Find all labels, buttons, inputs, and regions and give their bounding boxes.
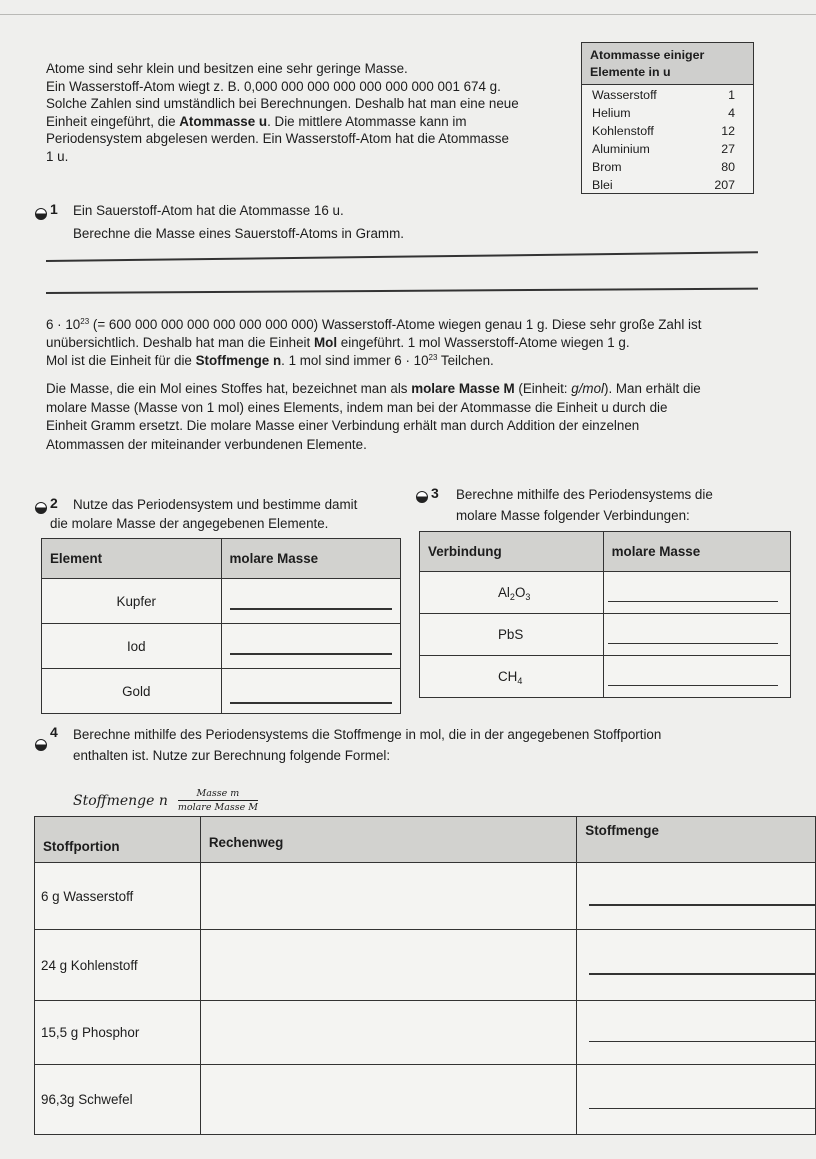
molar-mass-answer-cell[interactable] <box>603 614 790 656</box>
atom-mass-value: 4 <box>728 106 735 120</box>
element-cell: Gold <box>42 669 222 714</box>
compound-cell: PbS <box>420 614 604 656</box>
atom-mass-value: 12 <box>721 124 735 138</box>
atom-element-name: Brom <box>592 160 622 174</box>
atom-mass-table-header: Atommasse einiger Elemente in u <box>582 43 753 85</box>
table-row <box>42 579 401 624</box>
task-1-answer-line-1[interactable] <box>46 251 758 261</box>
column-header-portion: Stoffportion <box>35 817 201 863</box>
task-2-text-line-2: die molare Masse der angegebenen Elemente. <box>50 516 329 531</box>
task-4-text: Berechne mithilfe des Periodensystems die Stoffmenge in mol, die in der angegebenen Stoffportion enthalten ist. Nutze zur Berechnung folgende Formel: <box>73 727 662 763</box>
atom-mass-table <box>581 42 754 194</box>
task-2-table <box>41 538 401 714</box>
molar-mass-paragraph: Die Masse, die ein Mol eines Stoffes hat, bezeichnet man als molare Masse M (Einheit: g/mol). Man erhält die molare Masse (Masse von 1 mol) eines Elements, indem man bei der Atommasse die Einheit u durch die Einheit Gramm ersetzt. Die molare Masse einer Verbindung erhält man durch Addition der einzelnen Atommassen der miteinander verbundenen Elemente. <box>46 381 701 452</box>
molar-mass-answer-cell[interactable] <box>221 624 400 669</box>
atom-element-name: Blei <box>592 178 613 192</box>
atom-element-name: Kohlenstoff <box>592 124 654 138</box>
column-header-element: Element <box>42 539 222 579</box>
calculation-cell[interactable] <box>200 1001 576 1065</box>
atom-mass-value: 207 <box>714 178 735 192</box>
formula-fraction <box>178 788 258 813</box>
atom-element-name: Helium <box>592 106 631 120</box>
intro-line: Einheit eingeführt, die Atommasse u. Die mittlere Atommasse kann im <box>46 113 467 129</box>
task-1-number: 1 <box>50 201 58 217</box>
amount-answer-cell[interactable] <box>577 1001 816 1065</box>
intro-line: Ein Wasserstoff-Atom wiegt z. B. 0,000 000 000 000 000 000 000 001 674 g. <box>46 78 501 94</box>
task-2-text: Nutze das Periodensystem und bestimme damit <box>73 497 358 512</box>
table-row <box>35 863 816 930</box>
atom-mass-row <box>582 158 753 176</box>
top-rule <box>0 14 816 15</box>
compound-cell: $Al_2O_3$ <box>420 572 604 614</box>
mol-paragraph: $6 \cdot 10^{23}$ (= 600 000 000 000 000 000 000 000) Wasserstoff-Atome wiegen genau 1 g. Diese sehr große Zahl ist unübersichtlich. Deshalb hat man die Einheit Mol eingeführt. 1 mol Wasserstoff-Atome wiegen 1 g. Mol ist die Einheit für die Stoffmenge n. 1 mol sind immer $6 \cdot 10^{23}$ Teilchen. <box>46 317 702 368</box>
task-2-bullet-icon <box>35 502 47 514</box>
task-3-bullet-icon <box>416 491 428 503</box>
formula-numerator: Masse m <box>178 788 258 801</box>
task-4-table <box>34 816 816 1135</box>
task-3-text: Berechne mithilfe des Periodensystems die molare Masse folgender Verbindungen: <box>456 487 713 523</box>
column-header-amount: Stoffmenge <box>577 817 816 863</box>
atom-mass-row <box>582 86 753 104</box>
calculation-cell[interactable] <box>200 930 576 1001</box>
column-header-molar-mass: molare Masse <box>603 532 790 572</box>
intro-line: Periodensystem abgelesen werden. Ein Wasserstoff-Atom hat die Atommasse <box>46 131 509 147</box>
element-cell: Iod <box>42 624 222 669</box>
atom-mass-rows <box>582 85 753 194</box>
task-1-answer-line-2[interactable] <box>46 288 758 294</box>
molar-mass-answer-cell[interactable] <box>221 669 400 714</box>
intro-line: Solche Zahlen sind umständlich bei Berechnungen. Deshalb hat man eine neue <box>46 96 519 112</box>
task-4-bullet-icon <box>35 739 47 751</box>
column-header-molar-mass: molare Masse <box>221 539 400 579</box>
formula-lhs: Stoffmenge n <box>73 792 168 809</box>
task-4-number: 4 <box>50 724 58 740</box>
intro-line: Atome sind sehr klein und besitzen eine sehr geringe Masse. <box>46 61 408 76</box>
atom-mass-row <box>582 176 753 194</box>
amount-answer-cell[interactable] <box>577 930 816 1001</box>
formula-denominator: molare Masse M <box>177 802 258 813</box>
table-row <box>35 1065 816 1135</box>
atom-element-name: Aluminium <box>592 142 650 156</box>
formula <box>73 788 258 813</box>
task-1-bullet-icon <box>35 208 47 220</box>
table-row <box>420 614 791 656</box>
task-3-number: 3 <box>431 485 439 501</box>
atom-mass-value: 1 <box>728 88 735 102</box>
table-row <box>42 669 401 714</box>
compound-cell: $CH_4$ <box>420 656 604 698</box>
task-2-number: 2 <box>50 495 58 511</box>
intro-line: 1 u. <box>46 148 69 164</box>
table-row <box>420 572 791 614</box>
atom-mass-row <box>582 122 753 140</box>
amount-answer-cell[interactable] <box>577 863 816 930</box>
molar-mass-answer-cell[interactable] <box>603 656 790 698</box>
portion-cell: 15,5 g Phosphor <box>35 1001 201 1065</box>
amount-answer-cell[interactable] <box>577 1065 816 1135</box>
table-row <box>35 1001 816 1065</box>
atom-mass-row <box>582 104 753 122</box>
calculation-cell[interactable] <box>200 1065 576 1135</box>
portion-cell: 24 g Kohlenstoff <box>35 930 201 1001</box>
atom-mass-value: 80 <box>721 160 735 174</box>
atom-mass-row <box>582 140 753 158</box>
task-1-text: Ein Sauerstoff-Atom hat die Atommasse 16 u. Berechne die Masse eines Sauerstoff-Atoms in Gramm. <box>73 203 404 241</box>
atom-element-name: Wasserstoff <box>592 88 657 102</box>
element-cell: Kupfer <box>42 579 222 624</box>
calculation-cell[interactable] <box>200 863 576 930</box>
task-3-table <box>419 531 791 698</box>
atom-mass-value: 27 <box>721 142 735 156</box>
molar-mass-answer-cell[interactable] <box>603 572 790 614</box>
table-row <box>420 656 791 698</box>
portion-cell: 6 g Wasserstoff <box>35 863 201 930</box>
portion-cell: 96,3g Schwefel <box>35 1065 201 1135</box>
molar-mass-answer-cell[interactable] <box>221 579 400 624</box>
column-header-compound: Verbindung <box>420 532 604 572</box>
table-row <box>35 930 816 1001</box>
table-row <box>42 624 401 669</box>
column-header-calculation: Rechenweg <box>200 817 576 863</box>
intro-text <box>46 60 566 166</box>
